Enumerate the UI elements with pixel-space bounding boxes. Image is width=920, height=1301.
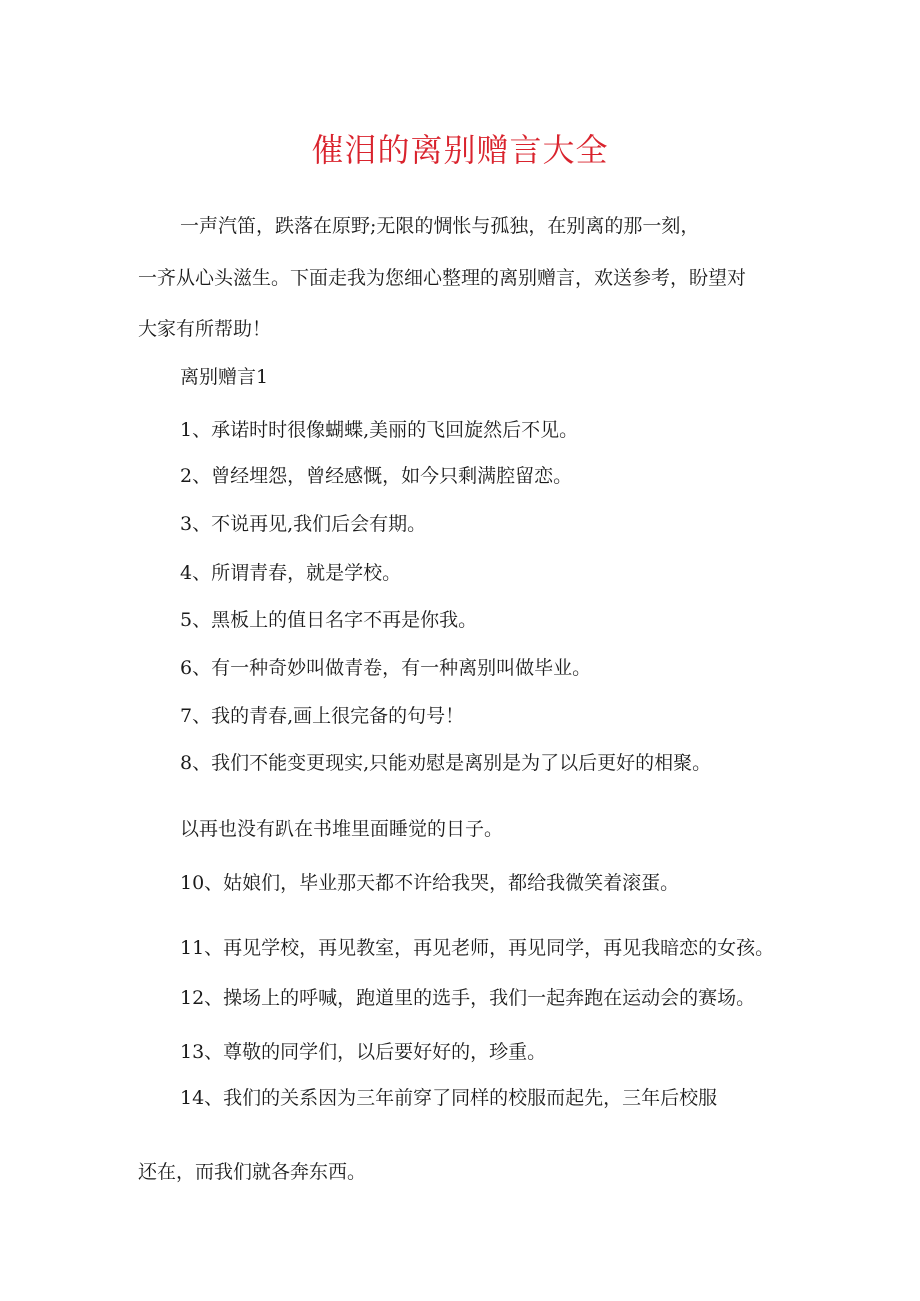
list-item: 6、有一种奇妙叫做青卷，有一种离别叫做毕业。 (180, 657, 592, 679)
list-item: 11、再见学校，再见教室，再见老师，再见同学，再见我暗恋的女孩。 (180, 937, 775, 959)
list-item: 4、所谓青春，就是学校。 (180, 562, 402, 584)
section-heading: 离别赠言1 (180, 366, 269, 388)
closing-line: 还在，而我们就各奔东西。 (138, 1161, 367, 1183)
intro-line-1: 一声汽笛，跌落在原野;无限的惆怅与孤独，在别离的那一刻， (180, 215, 700, 237)
list-item: 13、尊敬的同学们，以后要好好的，珍重。 (180, 1041, 547, 1063)
list-item: 以再也没有趴在书堆里面睡觉的日子。 (180, 818, 504, 840)
list-item: 1、承诺时时很像蝴蝶,美丽的飞回旋然后不见。 (180, 419, 579, 441)
list-item: 10、姑娘们，毕业那天都不许给我哭，都给我微笑着滚蛋。 (180, 872, 680, 894)
list-item: 5、黑板上的值日名字不再是你我。 (180, 609, 478, 631)
intro-line-2: 一齐从心头滋生。下面走我为您细心整理的离别赠言，欢送参考，盼望对 (138, 267, 747, 289)
list-item: 3、不说再见,我们后会有期。 (180, 513, 427, 535)
intro-line-3: 大家有所帮助！ (138, 318, 272, 340)
list-item: 2、曾经埋怨，曾经感慨，如今只剩满腔留恋。 (180, 465, 573, 487)
list-item: 7、我的青春,画上很完备的句号！ (180, 705, 465, 727)
list-item: 14、我们的关系因为三年前穿了同样的校服而起先，三年后校服 (180, 1087, 718, 1109)
list-item: 8、我们不能变更现实,只能劝慰是离别是为了以后更好的相聚。 (180, 752, 712, 774)
list-item: 12、操场上的呼喊，跑道里的选手，我们一起奔跑在运动会的赛场。 (180, 987, 756, 1009)
page-title: 催泪的离别赠言大全 (311, 131, 609, 169)
